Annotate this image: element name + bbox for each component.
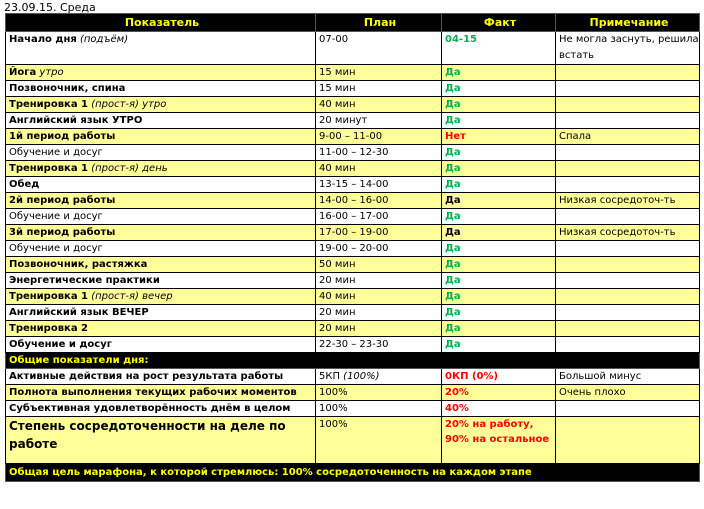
row-remark: Низкая сосредоточ-ть [556,193,700,209]
table-row [6,97,700,113]
row-indicator [6,209,316,225]
row-indicator [6,113,316,129]
row-indicator-name: Английский язык УТРО [9,115,143,126]
row-plan: 20 минут [316,113,442,129]
row-indicator-name: Тренировка 2 [9,323,89,334]
table-row [6,289,700,305]
row-fact: Нет [442,129,556,145]
table-row [6,225,700,241]
summary-indicator: Субъективная удовлетворённость днём в целом [6,401,316,417]
row-remark [556,337,700,353]
summary-row [6,401,700,417]
row-remark [556,241,700,257]
table-row [6,257,700,273]
row-remark [556,65,700,81]
focus-remark [556,417,700,464]
summary-fact: 40% [442,401,556,417]
row-indicator [6,65,316,81]
row-indicator-name: Энергетические практики [9,275,160,286]
row-fact: Да [442,209,556,225]
focus-fact: 20% на работу, 90% на остальное [442,417,556,464]
row-plan: 16-00 – 17-00 [316,209,442,225]
row-indicator-name: Обучение и досуг [9,243,103,254]
row-indicator-name: Тренировка 1 [9,163,89,174]
row-fact: Да [442,81,556,97]
row-indicator-note: утро [36,67,64,78]
row-indicator [6,225,316,241]
row-fact: Да [442,177,556,193]
row-remark [556,305,700,321]
table-header [6,14,700,32]
row-plan: 15 мин [316,81,442,97]
row-remark [556,145,700,161]
row-remark: Не могла заснуть, решила встать [556,32,700,65]
row-fact: Да [442,113,556,129]
table-row [6,321,700,337]
row-fact: 04-15 [442,32,556,65]
header-indicator: Показатель [6,14,316,32]
row-fact: Да [442,257,556,273]
row-plan: 20 мин [316,305,442,321]
row-indicator [6,289,316,305]
row-indicator-name: Позвоночник, спина [9,83,126,94]
section-row [6,353,700,369]
table-row [6,193,700,209]
row-plan: 50 мин [316,257,442,273]
row-fact: Да [442,305,556,321]
row-remark [556,177,700,193]
table-row [6,177,700,193]
row-plan: 40 мин [316,161,442,177]
table-row [6,65,700,81]
row-indicator [6,81,316,97]
table-row [6,161,700,177]
row-fact: Да [442,321,556,337]
summary-row [6,385,700,401]
row-remark [556,289,700,305]
row-indicator-note: (прост-я) день [88,163,168,174]
row-indicator-name: Позвоночник, растяжка [9,259,148,270]
row-fact: Да [442,65,556,81]
row-fact: Да [442,225,556,241]
row-fact: Да [442,273,556,289]
row-indicator [6,32,316,65]
row-plan: 13-15 – 14-00 [316,177,442,193]
header-remark: Примечание [556,14,700,32]
row-indicator [6,145,316,161]
summary-plan-value: 100% [319,387,348,398]
row-indicator [6,321,316,337]
summary-remark: Большой минус [556,369,700,385]
row-indicator-name: Йога [9,67,37,78]
row-indicator [6,193,316,209]
summary-remark [556,401,700,417]
row-remark [556,209,700,225]
table-row [6,81,700,97]
summary-indicator: Полнота выполнения текущих рабочих моментов [6,385,316,401]
row-indicator [6,241,316,257]
row-indicator-name: Тренировка 1 [9,291,89,302]
row-plan: 40 мин [316,289,442,305]
summary-indicator: Активные действия на рост результата работы [6,369,316,385]
report-date: 23.09.15. Среда [4,1,96,14]
row-plan: 11-00 – 12-30 [316,145,442,161]
row-plan: 9-00 – 11-00 [316,129,442,145]
row-remark [556,161,700,177]
row-indicator [6,305,316,321]
row-indicator-name: 1й период работы [9,131,116,142]
row-fact: Да [442,241,556,257]
row-remark [556,81,700,97]
row-indicator [6,97,316,113]
row-indicator-name: Английский язык ВЕЧЕР [9,307,149,318]
row-remark: Спала [556,129,700,145]
row-fact: Да [442,97,556,113]
summary-plan-value: 5КП [319,371,344,382]
row-indicator [6,337,316,353]
row-indicator-name: Обучение и досуг [9,339,112,350]
table-row [6,129,700,145]
row-remark [556,257,700,273]
table-row [6,145,700,161]
table-row [6,32,700,65]
row-indicator [6,177,316,193]
summary-plan-note: (100%) [343,371,380,382]
summary-fact: 0КП (0%) [442,369,556,385]
summary-plan [316,369,442,385]
focus-row [6,417,700,464]
footer-row [6,464,700,482]
row-indicator-name: Начало дня [9,34,77,45]
row-remark [556,321,700,337]
row-plan: 07-00 [316,32,442,65]
summary-plan [316,385,442,401]
table-row [6,241,700,257]
row-indicator-name: 3й период работы [9,227,116,238]
daily-report-table [5,13,700,482]
summary-fact: 20% [442,385,556,401]
row-fact: Да [442,289,556,305]
summary-plan [316,401,442,417]
row-fact: Да [442,161,556,177]
summary-remark: Очень плохо [556,385,700,401]
row-fact: Да [442,193,556,209]
row-indicator-name: Обучение и досуг [9,211,103,222]
row-indicator [6,273,316,289]
row-remark: Низкая сосредоточ-ть [556,225,700,241]
row-indicator-note: (подъём) [76,34,129,45]
row-indicator-name: Тренировка 1 [9,99,89,110]
summary-plan-value: 100% [319,403,348,414]
table-row [6,337,700,353]
row-remark [556,97,700,113]
row-fact: Да [442,145,556,161]
row-indicator-name: 2й период работы [9,195,116,206]
row-indicator-name: Обучение и досуг [9,147,103,158]
focus-name: Степень сосредоточенности на деле по работе [6,417,316,464]
table-row [6,113,700,129]
row-plan: 15 мин [316,65,442,81]
table-row [6,273,700,289]
row-plan: 14-00 – 16-00 [316,193,442,209]
row-indicator-note: (прост-я) вечер [88,291,173,302]
row-indicator [6,129,316,145]
row-remark [556,113,700,129]
row-plan: 20 мин [316,321,442,337]
table-row [6,209,700,225]
header-fact: Факт [442,14,556,32]
row-plan: 40 мин [316,97,442,113]
row-plan: 22-30 – 23-30 [316,337,442,353]
table-row [6,305,700,321]
focus-plan: 100% [316,417,442,464]
row-remark [556,273,700,289]
section-title: Общие показатели дня: [6,353,700,369]
footer-goal: Общая цель марафона, к которой стремлюсь: 100% сосредоточенность на каждом этапе [6,464,700,482]
row-indicator [6,257,316,273]
row-plan: 19-00 – 20-00 [316,241,442,257]
row-plan: 17-00 – 19-00 [316,225,442,241]
header-plan: План [316,14,442,32]
row-plan: 20 мин [316,273,442,289]
summary-row [6,369,700,385]
row-indicator-note: (прост-я) утро [88,99,167,110]
row-indicator-name: Обед [9,179,40,190]
row-indicator [6,161,316,177]
row-fact: Да [442,337,556,353]
